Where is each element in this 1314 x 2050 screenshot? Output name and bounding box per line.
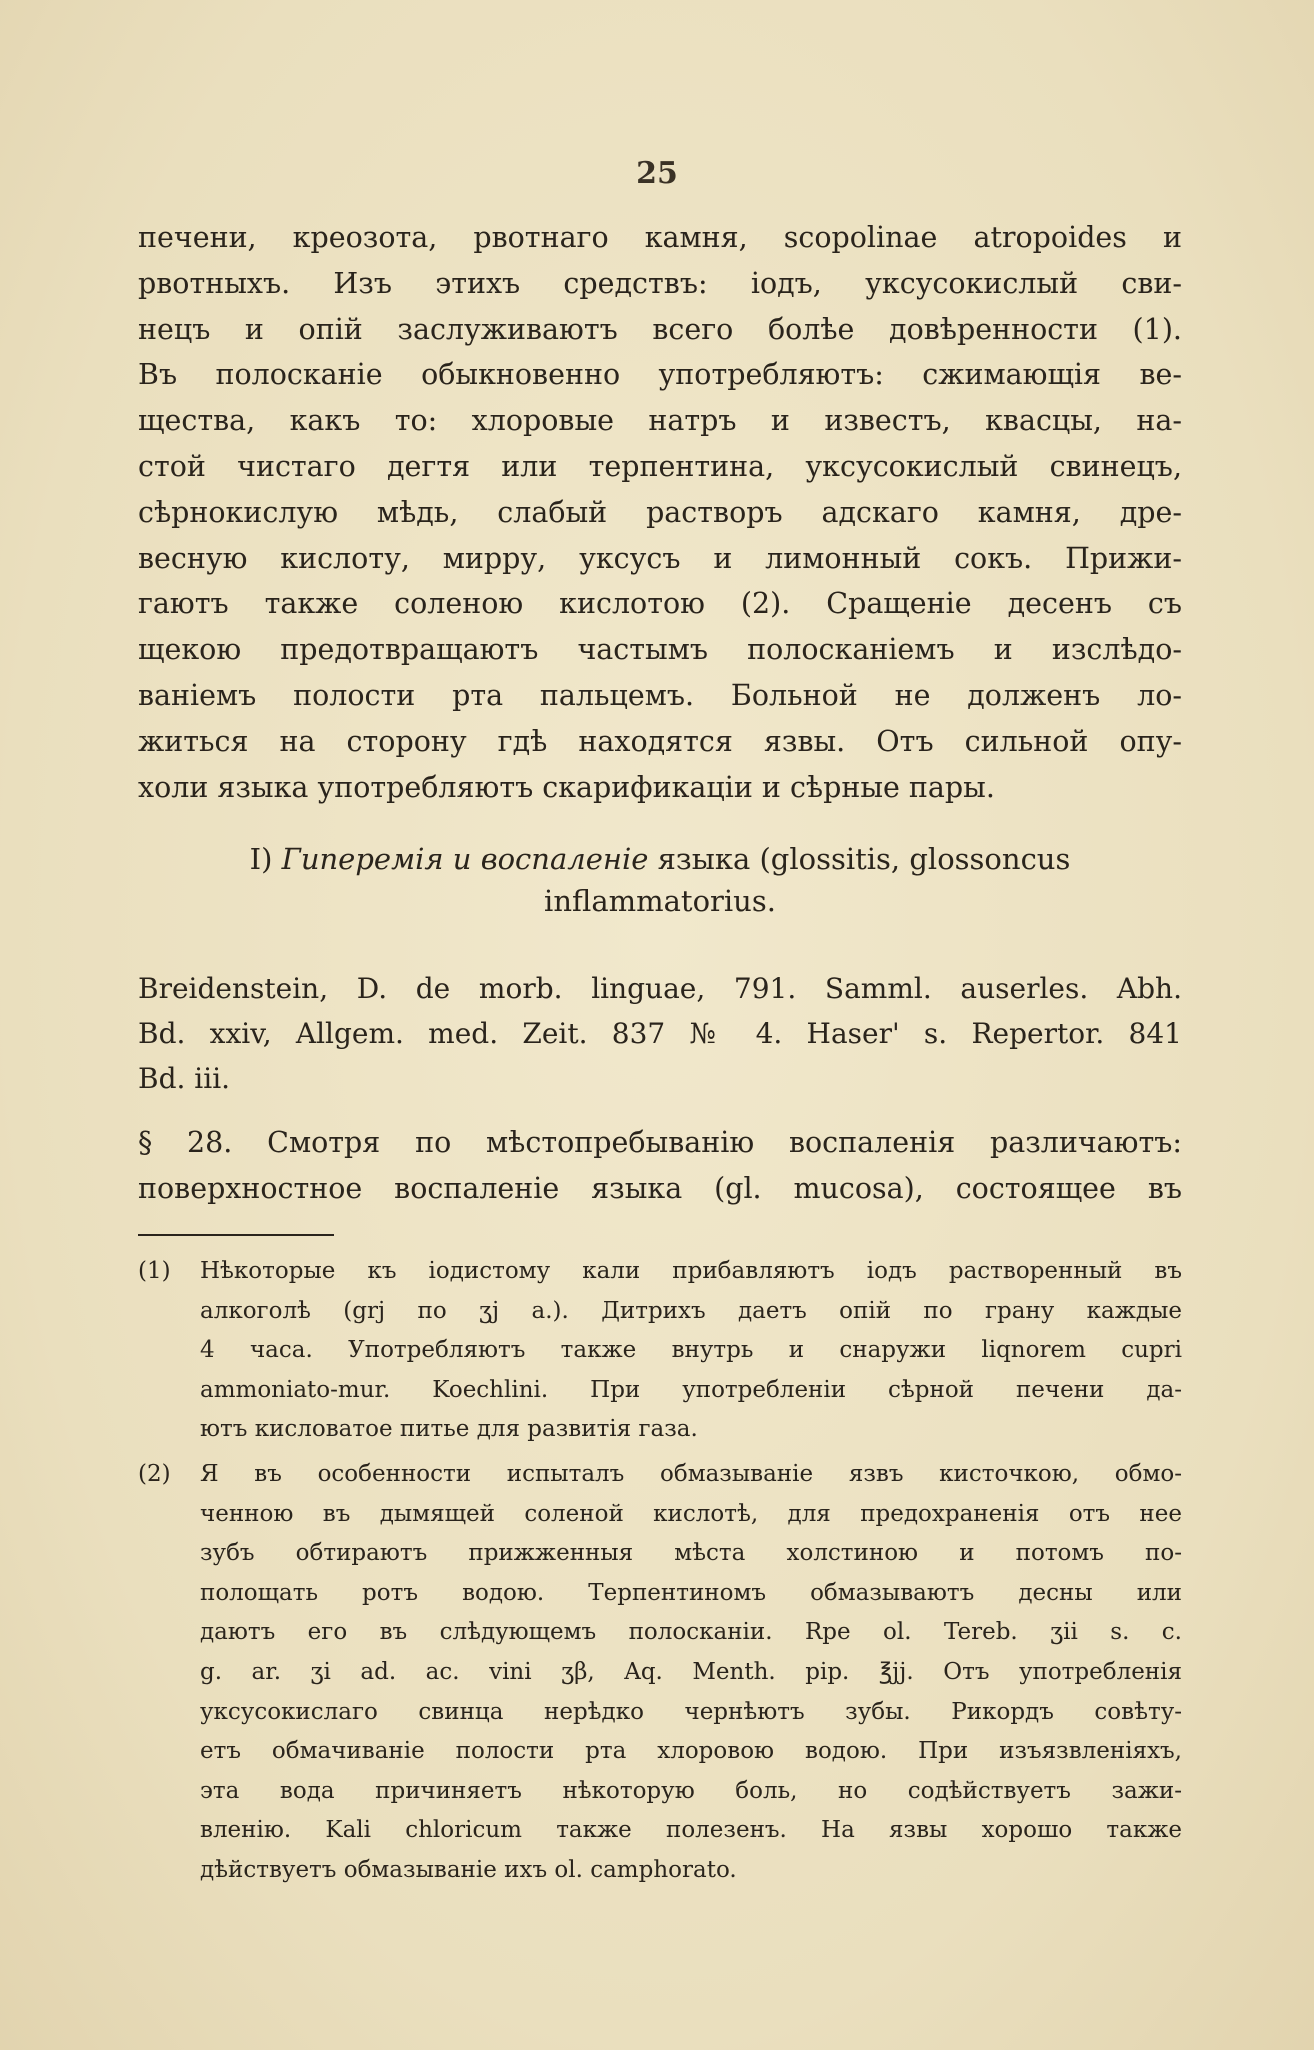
page-number: 25 xyxy=(636,156,678,191)
text-line: сѣрнокислую мѣдь, слабый растворъ адскаго камня, дре- xyxy=(138,495,1182,529)
text-line: печени, креозота, рвотнаго камня, scopolinae atropoides и xyxy=(138,221,1182,254)
bibliography xyxy=(138,966,1182,1101)
footnote-line: алкоголѣ (grj по ʒj a.). Дитрихъ даетъ опій по грану каждые xyxy=(200,1297,1182,1324)
heading-line-2: inflammatorius. xyxy=(544,884,776,918)
footnote-2 xyxy=(138,1455,1182,1891)
footnote-line: ютъ кисловатое питье для развитія газа. xyxy=(200,1416,698,1443)
text-line: щества, какъ то: хлоровые натръ и известъ, квасцы, на- xyxy=(138,404,1182,438)
bibliography-line: Breidenstein, D. de morb. linguae, 791. Samml. auserles. Abh. xyxy=(138,972,1182,1005)
heading-number: I) xyxy=(249,842,273,876)
bibliography-line: Bd. xxiv, Allgem. med. Zeit. 837 № 4. Haser' s. Repertor. 841 xyxy=(138,1017,1182,1050)
footnote-line: полощать ротъ водою. Терпентиномъ обмазываютъ десны или xyxy=(200,1579,1182,1606)
paragraph-continuation xyxy=(138,215,1182,810)
text-line: Въ полосканіе обыкновенно употребляютъ: сжимающія ве- xyxy=(138,358,1182,392)
footnote-line: Нѣкоторые къ іодистому кали прибавляютъ іодъ растворенный въ xyxy=(200,1258,1182,1284)
section-paragraph xyxy=(138,1120,1182,1212)
footnote-mark: (1) xyxy=(138,1258,171,1284)
main-paragraph xyxy=(138,215,1182,810)
footnote-line: дѣйствуетъ обмазываніе ихъ ol. camphorato. xyxy=(200,1856,737,1883)
footnote-line: вленію. Kali chloricum также полезенъ. На язвы хорошо также xyxy=(200,1817,1182,1844)
footnote-line: даютъ его въ слѣдующемъ полосканіи. Rpe ol. Tereb. ʒii s. c. xyxy=(200,1619,1182,1646)
heading-title-rest: языка (glossitis, glossoncus xyxy=(657,842,1071,876)
text-line: стой чистаго дегтя или терпентина, уксусокислый свинецъ, xyxy=(138,449,1182,483)
footnote-line: Я въ особенности испыталъ обмазываніе язвъ кисточкою, обмо- xyxy=(200,1460,1182,1487)
footnote-line: ченною въ дымящей соленой кислотѣ, для предохраненія отъ нее xyxy=(200,1500,1182,1527)
section-heading xyxy=(138,838,1182,922)
footnote-mark: (2) xyxy=(138,1460,171,1487)
footnote-rule xyxy=(138,1234,334,1236)
text-line: поверхностное воспаленіе языка (gl. mucosa), состоящее въ xyxy=(138,1172,1182,1205)
text-line: нецъ и опій заслуживаютъ всего болѣе довѣренности (1). xyxy=(138,312,1182,346)
text-line: житься на сторону гдѣ находятся язвы. Отъ сильной опу- xyxy=(138,724,1182,758)
text-line: весную кислоту, мирру, уксусъ и лимонный сокъ. Прижи- xyxy=(138,541,1182,575)
footnote-line: етъ обмачиваніе полости рта хлоровою водою. При изъязвленіяхъ, xyxy=(200,1738,1182,1765)
footnote-line: g. ar. ʒi ad. ac. vini ʒβ, Aq. Menth. pip. ℥jj. Отъ употребленія xyxy=(200,1658,1182,1685)
bibliography-line: Bd. iii. xyxy=(138,1062,231,1095)
text-line: щекою предотвращаютъ частымъ полосканіемъ и изслѣдо- xyxy=(138,633,1182,667)
footnotes xyxy=(138,1252,1182,1896)
footnote-line: ammoniato-mur. Koechlini. При употребленіи сѣрной печени да- xyxy=(200,1376,1182,1403)
heading-line-1 xyxy=(138,838,1182,880)
footnote-line: уксусокислаго свинца нерѣдко чернѣютъ зубы. Рикордъ совѣту- xyxy=(200,1698,1182,1725)
text-line: ваніемъ полости рта пальцемъ. Больной не долженъ ло- xyxy=(138,678,1182,712)
footnote-1 xyxy=(138,1252,1182,1450)
text-line: § 28. Смотря по мѣстопребыванію воспаленія различаютъ: xyxy=(138,1126,1182,1159)
footnote-line: эта вода причиняетъ нѣкоторую боль, но содѣйствуетъ зажи- xyxy=(200,1777,1182,1804)
text-line: гаютъ также соленою кислотою (2). Сращеніе десенъ съ xyxy=(138,587,1182,621)
footnote-line: 4 часа. Употребляютъ также внутрь и снаружи liqnorem cupri xyxy=(200,1337,1182,1364)
text-line: рвотныхъ. Изъ этихъ средствъ: іодъ, уксусокислый сви- xyxy=(138,266,1182,300)
heading-title-italic: Гиперемія и воспаленіе xyxy=(281,842,649,876)
text-line: холи языка употребляютъ скарификаціи и сѣрные пары. xyxy=(138,770,995,804)
footnote-line: зубъ обтираютъ прижженныя мѣста холстиною и потомъ по- xyxy=(200,1540,1182,1567)
